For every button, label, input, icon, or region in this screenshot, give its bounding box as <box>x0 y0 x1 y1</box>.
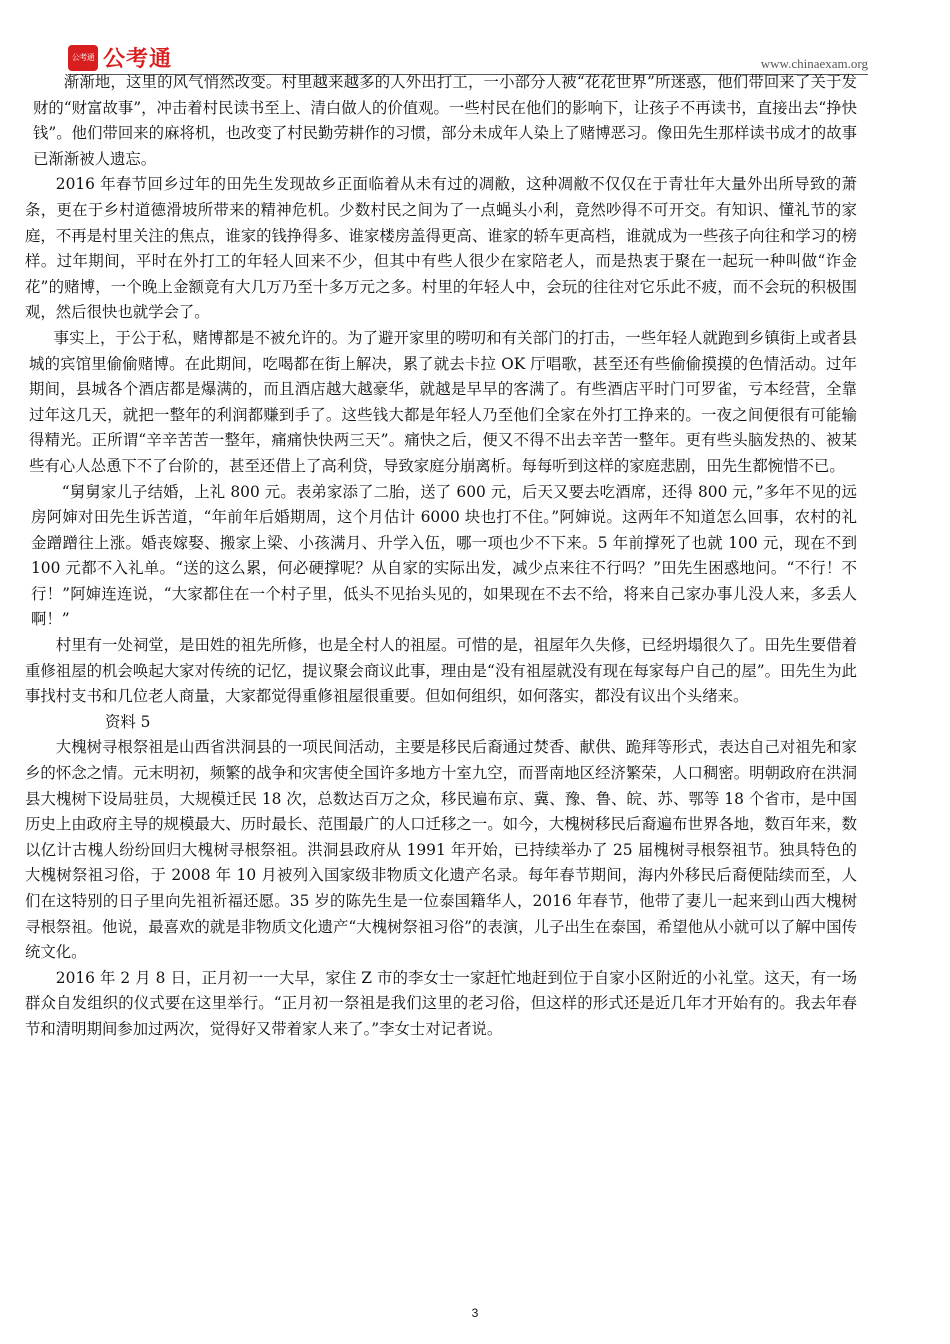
paragraph: 渐渐地，这里的风气悄然改变。村里越来越多的人外出打工，一小部分人被“花花世界”所迷惑，他们带回来了关于发财的“财富故事”，冲击着村民读书至上、清白做人的价值观。一些村民在他们的影响下，让孩子不再读书，直接出去“挣快钱”。他们带回来的麻将机，也改变了村民勤劳耕作的习惯，部分未成年人染上了赌博恶习。像田先生那样读书成才的故事已渐渐被人遗忘。 <box>33 73 857 168</box>
paragraph: 大槐树寻根祭祖是山西省洪洞县的一项民间活动，主要是移民后裔通过焚香、献供、跪拜等形式，表达自己对祖先和家乡的怀念之情。元末明初，频繁的战争和灾害使全国许多地方十室九空，而晋南地区经济繁荣，人口稠密。明朝政府在洪洞县大槐树下设局驻员，大规模迁民 18 次，总数达百万之众，移民遍布京、冀、豫、鲁、皖、苏、鄂等 18 个省市，是中国历史上由政府主导的规模最大、历时最长、范围最广的人口迁移之一。如今，大槐树移民后裔遍布世界各地，数百年来，数以亿计古槐人纷纷回归大槐树寻根祭祖。洪洞县政府从 1991 年开始，已持续举办了 25 届槐树寻根祭祖节。独具特色的大槐树祭祖习俗，于 2008 年 10 月被列入国家级非物质文化遗产名录。每年春节期间，海内外移民后裔便陆续而至，人们在这特别的日子里向先祖祈福还愿。35 岁的陈先生是一位泰国籍华人，2016 年春节，他带了妻儿一起来到山西大槐树寻根祭祖。他说，最喜欢的就是非物质文化遗产“大槐树祭祖习俗”的表演，儿子出生在泰国，希望他从小就可以了解中国传统文化。 <box>25 738 857 962</box>
logo-badge-text: 公考通 <box>71 53 95 62</box>
logo-badge <box>68 45 98 71</box>
logo-text: 公考通 <box>103 47 173 72</box>
site-url: www.chinaexam.org <box>760 56 868 71</box>
paragraph: 2016 年春节回乡过年的田先生发现故乡正面临着从未有过的凋敝，这种凋敝不仅仅在于青壮年大量外出所导致的萧条，更在于乡村道德滑坡所带来的精神危机。少数村民之间为了一点蝇头小利，竟然吵得不可开交。有知识、懂礼节的家庭，不再是村里关注的焦点，谁家的钱挣得多、谁家楼房盖得更高、谁家的轿车更高档，谁就成为一些孩子向往和学习的榜样。过年期间，平时在外打工的年轻人回来不少，但其中有些人很少在家陪老人，而是热衷于聚在一起玩一种叫做“诈金花”的赌博，一个晚上金额竟有大几万乃至十多万元之多。村里的年轻人中，会玩的往往对它乐此不疲，而不会玩的积极围观，然后很快也就学会了。 <box>25 175 857 322</box>
paragraph: 2016 年 2 月 8 日，正月初一一大早，家住 Z 市的李女士一家赶忙地赶到位于自家小区附近的小礼堂。这天，有一场群众自发组织的仪式要在这里举行。“正月初一祭祖是我们这里的老习俗，但这样的形式还是近几年才开始有的。我去年春节和清明期间参加过两次，觉得好又带着家人来了。”李女士对记者说。 <box>25 968 857 1038</box>
paragraph: “舅舅家儿子结婚，上礼 800 元。表弟家添了二胎，送了 600 元，后天又要去吃酒席，还得 800 元，”多年不见的远房阿婶对田先生诉苦道，“年前年后婚期周，这个月估计 6000 块也打不住。”阿婶说。这两年不知道怎么回事，农村的礼金蹭蹭往上涨。婚丧嫁娶、搬家上梁、小孩满月、升学入伍，哪一项也少不下来。5 年前撑死了也就 100 元，现在不到 100 元都不入礼单。“送的这么累，何必硬撑呢？从自家的实际出发，减少点来往不行吗？”田先生困惑地问。“不行！不行！”阿婶连连说，“大家都住在一个村子里，低头不见抬头见的，如果现在不去不给，将来自己家办事儿没人来，多丢人啊！” <box>31 482 857 629</box>
section-heading: 资料 5 <box>105 712 151 731</box>
paragraph: 事实上，于公于私，赌博都是不被允许的。为了避开家里的唠叨和有关部门的打击，一些年轻人就跑到乡镇街上或者县城的宾馆里偷偷赌博。在此期间，吃喝都在街上解决，累了就去卡拉 OK 厅唱歌，甚至还有些偷偷摸摸的色情活动。过年期间，县城各个酒店都是爆满的，而且酒店越大越豪华，就越是早早的客满了。有些酒店平时门可罗雀，亏本经营，全靠过年这几天，就把一整年的利润都赚到手了。这些钱大都是年轻人乃至他们全家在外打工挣来的。一夜之间便很有可能输得精光。正所谓“辛辛苦苦一整年，痛痛快快两三天”。痛快之后，便又不得不出去辛苦一整年。更有些头脑发热的、被某些有心人怂恿下不了台阶的，甚至还借上了高利贷，导致家庭分崩离析。每每听到这样的家庭悲剧，田先生都惋惜不已。 <box>29 328 857 475</box>
document-body <box>25 70 857 1043</box>
paragraph: 村里有一处祠堂，是田姓的祖先所修，也是全村人的祖屋。可惜的是，祖屋年久失修，已经坍塌很久了。田先生要借着重修祖屋的机会唤起大家对传统的记忆，提议聚会商议此事，理由是“没有祖屋就没有现在每家每户自己的屋”。田先生为此事找村支书和几位老人商量，大家都觉得重修祖屋很重要。但如何组织，如何落实，都没有议出个头绪来。 <box>25 636 857 706</box>
logo <box>68 42 172 73</box>
page-number: 3 <box>471 1306 479 1320</box>
